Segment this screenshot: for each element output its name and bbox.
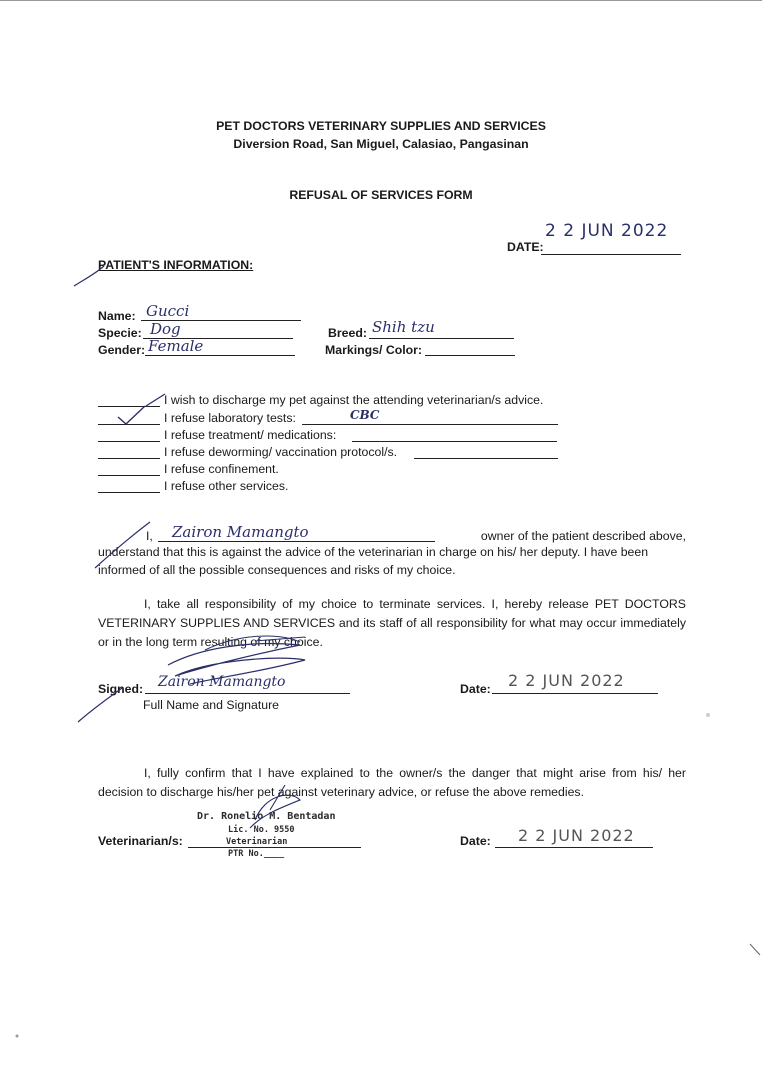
markings-line <box>425 355 515 356</box>
statement-line3: informed of all the possible consequences and risks of my choice. <box>98 563 456 577</box>
vet-date-value: 2 2 JUN 2022 <box>518 826 635 845</box>
option-4-label: I refuse deworming/ vaccination protocol/s. <box>164 445 398 459</box>
form-date-value: 2 2 JUN 2022 <box>545 221 669 241</box>
gender-value: Female <box>148 337 204 355</box>
vet-stamp-license: Lic. No. 9550 <box>228 825 295 835</box>
checkmark-1-icon <box>146 394 165 406</box>
specie-label: Specie: <box>98 326 142 340</box>
confirmation-paragraph: I, fully confirm that I have explained to the owner/s the danger that might arise from his/ her decision to discharge his/her pet against veterinary advice, or refuse the above remedies. <box>98 766 686 799</box>
statement-owner-name: Zairon Mamangto <box>172 523 309 541</box>
owner-date-line <box>492 693 658 694</box>
specie-value: Dog <box>150 320 181 338</box>
speck-1 <box>706 713 710 717</box>
form-date-line <box>541 254 681 255</box>
option-4-detail-line <box>414 458 558 459</box>
statement-owner-line <box>158 541 435 542</box>
gender-label: Gender: <box>98 343 146 357</box>
breed-label: Breed: <box>328 326 367 340</box>
gender-line <box>145 355 295 356</box>
option-3-detail-line <box>352 441 557 442</box>
speck-3 <box>750 944 760 955</box>
form-date-label: DATE: <box>507 240 544 254</box>
option-3-blank[interactable] <box>98 441 160 442</box>
owner-date-value: 2 2 JUN 2022 <box>508 671 625 690</box>
option-2-label: I refuse laboratory tests: <box>164 411 296 425</box>
signed-label: Signed: <box>98 682 144 696</box>
veterinarian-label: Veterinarian/s: <box>98 834 183 848</box>
form-title: REFUSAL OF SERVICES FORM <box>289 188 473 202</box>
checkmark-2-icon <box>118 406 145 424</box>
option-1-label: I wish to discharge my pet against the attending veterinarian/s advice. <box>164 393 544 407</box>
name-value: Gucci <box>146 302 190 320</box>
breed-line <box>369 338 514 339</box>
patient-section-title: PATIENT'S INFORMATION: <box>98 258 254 272</box>
markings-label: Markings/ Color: <box>325 343 423 357</box>
veterinarian-line <box>188 847 361 848</box>
owner-date-label: Date: <box>460 682 491 696</box>
vet-stamp-ptr: PTR No.____ <box>228 849 285 859</box>
name-label: Name: <box>98 309 136 323</box>
option-6-blank[interactable] <box>98 492 160 493</box>
option-2-detail: CBC <box>350 408 380 422</box>
option-1-blank[interactable] <box>98 406 160 407</box>
option-5-label: I refuse confinement. <box>164 462 279 476</box>
statement-line2: understand that this is against the advice of the veterinarian in charge on his/ her deputy. I have been <box>98 545 649 559</box>
clinic-address: Diversion Road, San Miguel, Calasiao, Pangasinan <box>233 137 529 151</box>
statement-line1-rest: owner of the patient described above, <box>480 529 686 543</box>
vet-date-label: Date: <box>460 834 491 848</box>
option-5-blank[interactable] <box>98 475 160 476</box>
option-2-blank[interactable] <box>98 424 160 425</box>
option-4-blank[interactable] <box>98 458 160 459</box>
vet-stamp-title: Veterinarian <box>226 837 288 847</box>
option-2-detail-line <box>302 424 558 425</box>
breed-value: Shih tzu <box>372 318 435 336</box>
vet-stamp-name: Dr. Ronelio M. Bentadan <box>197 811 336 822</box>
scan-edge-line <box>0 0 762 1</box>
speck-2 <box>16 1035 19 1038</box>
responsibility-paragraph: I, take all responsibility of my choice to terminate services. I, hereby release PET DOCTORS VETERINARY SUPPLIES AND SERVICES and its staff of all responsibility for what may occur immediately or in the long term resulting of my choice. <box>98 597 686 649</box>
option-3-label: I refuse treatment/ medications: <box>164 428 337 442</box>
signed-name: Zairon Mamangto <box>158 674 286 690</box>
statement-prefix: I, <box>146 529 153 543</box>
signed-line <box>145 693 350 694</box>
vet-date-line <box>495 847 653 848</box>
option-6-label: I refuse other services. <box>164 479 289 493</box>
clinic-name: PET DOCTORS VETERINARY SUPPLIES AND SERVICES <box>216 119 546 133</box>
signed-caption: Full Name and Signature <box>143 698 280 712</box>
